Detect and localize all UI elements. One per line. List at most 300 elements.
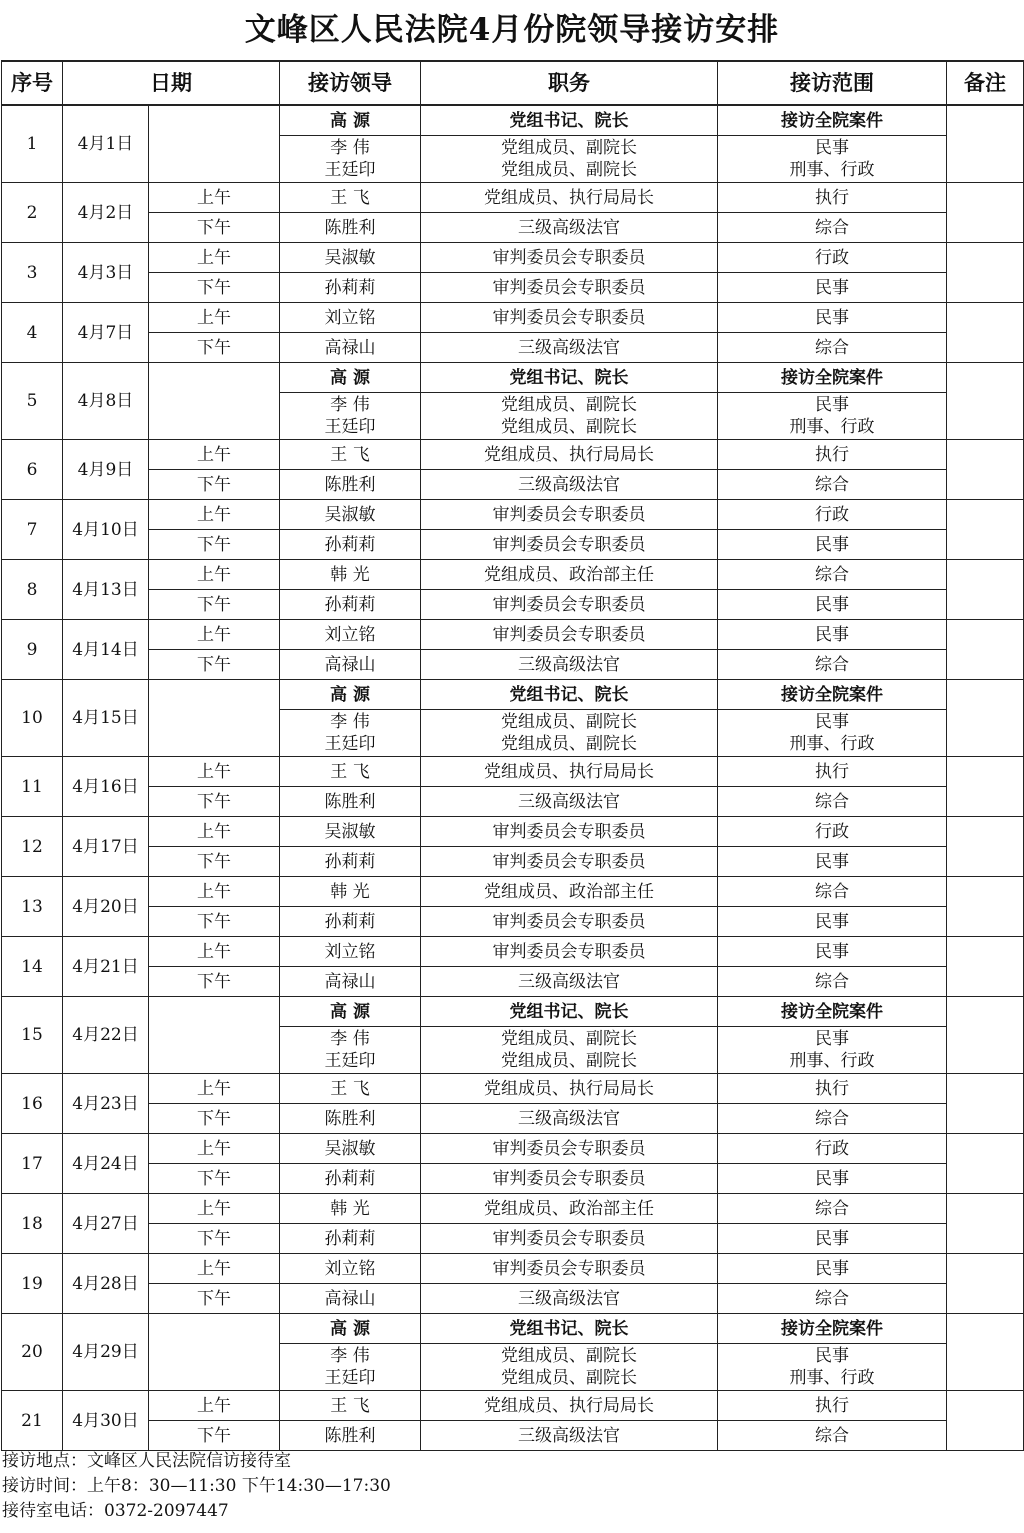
seq-cell: 16 bbox=[2, 1074, 63, 1134]
position-cell: 党组成员、政治部主任 bbox=[421, 1194, 718, 1224]
scope-cell: 综合 bbox=[718, 1421, 947, 1451]
table-row bbox=[2, 1194, 1024, 1224]
remark-cell bbox=[947, 500, 1024, 560]
remark-cell bbox=[947, 363, 1024, 440]
leader-cell: 刘立铭 bbox=[280, 1254, 421, 1284]
table-row bbox=[2, 757, 1024, 787]
remark-cell bbox=[947, 1391, 1024, 1451]
table-row bbox=[2, 1254, 1024, 1284]
seq-cell: 20 bbox=[2, 1314, 63, 1391]
position-cell: 三级高级法官 bbox=[421, 650, 718, 680]
date-cell: 4月7日 bbox=[63, 303, 149, 363]
table-row bbox=[2, 243, 1024, 273]
scope-text: 民事 bbox=[815, 1029, 849, 1049]
remark-cell bbox=[947, 1194, 1024, 1254]
table-row bbox=[2, 213, 1024, 243]
scope-text: 民事 bbox=[815, 395, 849, 415]
position-cell: 党组书记、院长 bbox=[421, 363, 718, 393]
leader-cell: 王 飞 bbox=[280, 757, 421, 787]
seq-cell: 11 bbox=[2, 757, 63, 817]
scope-cell: 接访全院案件 bbox=[718, 363, 947, 393]
position-cell: 三级高级法官 bbox=[421, 967, 718, 997]
leader-cell: 孙莉莉 bbox=[280, 907, 421, 937]
seq-cell: 3 bbox=[2, 243, 63, 303]
leader-cell: 吴淑敏 bbox=[280, 500, 421, 530]
leader-cell: 陈胜利 bbox=[280, 470, 421, 500]
scope-cell: 综合 bbox=[718, 213, 947, 243]
leader-cell: 高 源 bbox=[280, 1314, 421, 1344]
period-cell: 下午 bbox=[149, 650, 280, 680]
table-row bbox=[2, 1284, 1024, 1314]
table-row bbox=[2, 590, 1024, 620]
leader-text: 李 伟 bbox=[330, 395, 370, 415]
scope-cell: 民事 bbox=[718, 1224, 947, 1254]
header-leader: 接访领导 bbox=[280, 61, 421, 105]
date-cell: 4月22日 bbox=[63, 997, 149, 1074]
seq-cell: 5 bbox=[2, 363, 63, 440]
remark-cell bbox=[947, 243, 1024, 303]
table-row bbox=[2, 680, 1024, 710]
date-cell: 4月9日 bbox=[63, 440, 149, 500]
table-row bbox=[2, 105, 1024, 136]
table-row bbox=[2, 1391, 1024, 1421]
date-cell: 4月2日 bbox=[63, 183, 149, 243]
position-cell: 三级高级法官 bbox=[421, 213, 718, 243]
scope-cell: 民事 bbox=[718, 273, 947, 303]
scope-cell: 民事 bbox=[718, 590, 947, 620]
remark-cell bbox=[947, 183, 1024, 243]
period-cell: 下午 bbox=[149, 213, 280, 243]
position-cell: 三级高级法官 bbox=[421, 1284, 718, 1314]
remark-cell bbox=[947, 877, 1024, 937]
leader-cell-pair bbox=[280, 136, 421, 183]
leader-text: 李 伟 bbox=[330, 712, 370, 732]
table-row bbox=[2, 273, 1024, 303]
position-cell: 审判委员会专职委员 bbox=[421, 907, 718, 937]
remark-cell bbox=[947, 1074, 1024, 1134]
period-cell: 下午 bbox=[149, 530, 280, 560]
position-cell: 审判委员会专职委员 bbox=[421, 303, 718, 333]
period-cell: 下午 bbox=[149, 967, 280, 997]
leader-cell: 高禄山 bbox=[280, 650, 421, 680]
period-cell: 上午 bbox=[149, 1134, 280, 1164]
scope-text: 刑事、行政 bbox=[789, 417, 875, 437]
period-cell: 下午 bbox=[149, 1421, 280, 1451]
position-cell-pair bbox=[421, 1344, 718, 1391]
scope-cell: 综合 bbox=[718, 787, 947, 817]
seq-cell: 19 bbox=[2, 1254, 63, 1314]
period-cell: 下午 bbox=[149, 1164, 280, 1194]
position-text: 党组成员、副院长 bbox=[501, 1029, 637, 1049]
period-cell: 下午 bbox=[149, 847, 280, 877]
scope-text: 民事 bbox=[815, 712, 849, 732]
footer-phone: 接待室电话：0372-2097447 bbox=[2, 1501, 229, 1521]
header-row bbox=[2, 61, 1024, 105]
leader-cell-pair bbox=[280, 1027, 421, 1074]
table-row bbox=[2, 333, 1024, 363]
period-cell: 下午 bbox=[149, 273, 280, 303]
position-text: 党组成员、副院长 bbox=[501, 138, 637, 158]
scope-cell: 接访全院案件 bbox=[718, 997, 947, 1027]
date-cell: 4月27日 bbox=[63, 1194, 149, 1254]
table-row bbox=[2, 1421, 1024, 1451]
remark-cell bbox=[947, 757, 1024, 817]
period-cell: 上午 bbox=[149, 1391, 280, 1421]
period-cell: 上午 bbox=[149, 757, 280, 787]
date-cell: 4月24日 bbox=[63, 1134, 149, 1194]
leader-cell: 王 飞 bbox=[280, 1074, 421, 1104]
table-row bbox=[2, 620, 1024, 650]
position-text: 党组成员、副院长 bbox=[501, 160, 637, 180]
period-cell: 上午 bbox=[149, 937, 280, 967]
remark-cell bbox=[947, 680, 1024, 757]
table-row bbox=[2, 937, 1024, 967]
leader-text: 李 伟 bbox=[330, 138, 370, 158]
leader-cell: 吴淑敏 bbox=[280, 817, 421, 847]
seq-cell: 14 bbox=[2, 937, 63, 997]
position-cell: 党组书记、院长 bbox=[421, 680, 718, 710]
scope-cell: 综合 bbox=[718, 967, 947, 997]
date-cell: 4月29日 bbox=[63, 1314, 149, 1391]
leader-cell: 陈胜利 bbox=[280, 1104, 421, 1134]
position-cell: 党组书记、院长 bbox=[421, 105, 718, 136]
leader-cell: 孙莉莉 bbox=[280, 530, 421, 560]
scope-cell: 执行 bbox=[718, 183, 947, 213]
seq-cell: 12 bbox=[2, 817, 63, 877]
scope-text: 民事 bbox=[815, 1346, 849, 1366]
scope-cell-pair bbox=[718, 136, 947, 183]
table-row bbox=[2, 817, 1024, 847]
position-cell: 党组成员、执行局局长 bbox=[421, 1391, 718, 1421]
scope-cell: 民事 bbox=[718, 907, 947, 937]
seq-cell: 7 bbox=[2, 500, 63, 560]
footer-location: 接访地点：文峰区人民法院信访接待室 bbox=[2, 1451, 291, 1471]
table-row bbox=[2, 650, 1024, 680]
period-cell: 上午 bbox=[149, 183, 280, 213]
scope-text: 刑事、行政 bbox=[789, 1051, 875, 1071]
period-cell: 下午 bbox=[149, 907, 280, 937]
date-cell: 4月10日 bbox=[63, 500, 149, 560]
scope-cell: 执行 bbox=[718, 1074, 947, 1104]
seq-cell: 17 bbox=[2, 1134, 63, 1194]
position-cell: 党组书记、院长 bbox=[421, 997, 718, 1027]
position-cell: 审判委员会专职委员 bbox=[421, 620, 718, 650]
date-cell: 4月13日 bbox=[63, 560, 149, 620]
leader-text: 王廷印 bbox=[324, 1051, 376, 1071]
table-row bbox=[2, 1104, 1024, 1134]
position-cell-pair bbox=[421, 1027, 718, 1074]
scope-cell: 综合 bbox=[718, 470, 947, 500]
leader-cell-pair bbox=[280, 710, 421, 757]
leader-text: 李 伟 bbox=[330, 1029, 370, 1049]
period-cell: 下午 bbox=[149, 590, 280, 620]
scope-cell: 执行 bbox=[718, 1391, 947, 1421]
table-row bbox=[2, 303, 1024, 333]
seq-cell: 9 bbox=[2, 620, 63, 680]
scope-cell: 行政 bbox=[718, 817, 947, 847]
date-cell: 4月16日 bbox=[63, 757, 149, 817]
table-row bbox=[2, 787, 1024, 817]
position-cell: 三级高级法官 bbox=[421, 470, 718, 500]
leader-cell: 陈胜利 bbox=[280, 1421, 421, 1451]
scope-cell: 民事 bbox=[718, 1254, 947, 1284]
period-cell: 上午 bbox=[149, 1254, 280, 1284]
position-cell: 审判委员会专职委员 bbox=[421, 937, 718, 967]
date-cell: 4月17日 bbox=[63, 817, 149, 877]
leader-cell: 陈胜利 bbox=[280, 787, 421, 817]
period-cell: 上午 bbox=[149, 1194, 280, 1224]
remark-cell bbox=[947, 1134, 1024, 1194]
period-cell bbox=[149, 997, 280, 1074]
leader-cell: 孙莉莉 bbox=[280, 847, 421, 877]
position-cell: 党组成员、执行局局长 bbox=[421, 183, 718, 213]
table-row bbox=[2, 997, 1024, 1027]
period-cell bbox=[149, 680, 280, 757]
leader-cell: 高禄山 bbox=[280, 333, 421, 363]
period-cell: 上午 bbox=[149, 243, 280, 273]
leader-cell: 刘立铭 bbox=[280, 937, 421, 967]
date-cell: 4月20日 bbox=[63, 877, 149, 937]
seq-cell: 10 bbox=[2, 680, 63, 757]
scope-cell-pair bbox=[718, 710, 947, 757]
header-remark: 备注 bbox=[947, 61, 1024, 105]
scope-cell: 民事 bbox=[718, 530, 947, 560]
position-cell: 党组成员、执行局局长 bbox=[421, 757, 718, 787]
seq-cell: 1 bbox=[2, 105, 63, 183]
period-cell: 上午 bbox=[149, 303, 280, 333]
leader-text: 王廷印 bbox=[324, 417, 376, 437]
remark-cell bbox=[947, 937, 1024, 997]
period-cell: 上午 bbox=[149, 620, 280, 650]
table-row bbox=[2, 183, 1024, 213]
leader-text: 王廷印 bbox=[324, 734, 376, 754]
remark-cell bbox=[947, 620, 1024, 680]
table-row bbox=[2, 363, 1024, 393]
leader-cell: 刘立铭 bbox=[280, 620, 421, 650]
date-cell: 4月8日 bbox=[63, 363, 149, 440]
period-cell: 上午 bbox=[149, 500, 280, 530]
leader-cell-pair bbox=[280, 1344, 421, 1391]
scope-cell-pair bbox=[718, 1027, 947, 1074]
position-cell-pair bbox=[421, 136, 718, 183]
date-cell: 4月23日 bbox=[63, 1074, 149, 1134]
table-row bbox=[2, 1314, 1024, 1344]
period-cell: 下午 bbox=[149, 1284, 280, 1314]
position-cell: 审判委员会专职委员 bbox=[421, 1164, 718, 1194]
date-cell: 4月1日 bbox=[63, 105, 149, 183]
date-cell: 4月14日 bbox=[63, 620, 149, 680]
remark-cell bbox=[947, 303, 1024, 363]
leader-cell: 高禄山 bbox=[280, 1284, 421, 1314]
leader-text: 王廷印 bbox=[324, 160, 376, 180]
date-cell: 4月30日 bbox=[63, 1391, 149, 1451]
scope-cell: 执行 bbox=[718, 757, 947, 787]
table-row bbox=[2, 1074, 1024, 1104]
table-row bbox=[2, 1224, 1024, 1254]
seq-cell: 18 bbox=[2, 1194, 63, 1254]
remark-cell bbox=[947, 560, 1024, 620]
table-row bbox=[2, 847, 1024, 877]
scope-cell: 接访全院案件 bbox=[718, 680, 947, 710]
seq-cell: 15 bbox=[2, 997, 63, 1074]
table-row bbox=[2, 967, 1024, 997]
position-cell-pair bbox=[421, 710, 718, 757]
leader-cell: 高 源 bbox=[280, 363, 421, 393]
position-text: 党组成员、副院长 bbox=[501, 417, 637, 437]
period-cell: 上午 bbox=[149, 560, 280, 590]
seq-cell: 2 bbox=[2, 183, 63, 243]
position-cell: 审判委员会专职委员 bbox=[421, 1224, 718, 1254]
leader-cell: 吴淑敏 bbox=[280, 243, 421, 273]
leader-cell: 王 飞 bbox=[280, 1391, 421, 1421]
leader-cell: 高 源 bbox=[280, 680, 421, 710]
position-cell: 三级高级法官 bbox=[421, 1104, 718, 1134]
period-cell: 下午 bbox=[149, 1224, 280, 1254]
scope-cell: 接访全院案件 bbox=[718, 1314, 947, 1344]
table-row bbox=[2, 877, 1024, 907]
table-row bbox=[2, 1134, 1024, 1164]
footer-time: 接访时间：上午8：30—11:30 下午14:30—17:30 bbox=[2, 1476, 391, 1496]
scope-cell: 综合 bbox=[718, 1284, 947, 1314]
position-text: 党组成员、副院长 bbox=[501, 734, 637, 754]
period-cell: 上午 bbox=[149, 817, 280, 847]
position-cell: 审判委员会专职委员 bbox=[421, 500, 718, 530]
leader-cell: 孙莉莉 bbox=[280, 590, 421, 620]
position-text: 党组成员、副院长 bbox=[501, 712, 637, 732]
seq-cell: 21 bbox=[2, 1391, 63, 1451]
position-cell: 审判委员会专职委员 bbox=[421, 817, 718, 847]
position-text: 党组成员、副院长 bbox=[501, 395, 637, 415]
position-cell: 审判委员会专职委员 bbox=[421, 847, 718, 877]
leader-cell: 高 源 bbox=[280, 105, 421, 136]
remark-cell bbox=[947, 440, 1024, 500]
scope-cell: 行政 bbox=[718, 1134, 947, 1164]
leader-cell: 韩 光 bbox=[280, 877, 421, 907]
period-cell: 下午 bbox=[149, 1104, 280, 1134]
date-cell: 4月28日 bbox=[63, 1254, 149, 1314]
scope-cell: 综合 bbox=[718, 877, 947, 907]
position-text: 党组成员、副院长 bbox=[501, 1346, 637, 1366]
period-cell bbox=[149, 1314, 280, 1391]
table-row bbox=[2, 1164, 1024, 1194]
table-row bbox=[2, 560, 1024, 590]
leader-cell-pair bbox=[280, 393, 421, 440]
scope-cell: 综合 bbox=[718, 560, 947, 590]
table-row bbox=[2, 907, 1024, 937]
period-cell bbox=[149, 363, 280, 440]
table-row bbox=[2, 470, 1024, 500]
page-title: 文峰区人民法院4月份院领导接访安排 bbox=[244, 12, 780, 48]
leader-text: 李 伟 bbox=[330, 1346, 370, 1366]
scope-cell: 民事 bbox=[718, 303, 947, 333]
remark-cell bbox=[947, 1254, 1024, 1314]
table-row bbox=[2, 500, 1024, 530]
period-cell: 上午 bbox=[149, 1074, 280, 1104]
position-cell: 党组成员、政治部主任 bbox=[421, 560, 718, 590]
position-cell: 三级高级法官 bbox=[421, 1421, 718, 1451]
position-cell: 三级高级法官 bbox=[421, 787, 718, 817]
leader-cell: 刘立铭 bbox=[280, 303, 421, 333]
position-text: 党组成员、副院长 bbox=[501, 1051, 637, 1071]
period-cell: 下午 bbox=[149, 787, 280, 817]
leader-cell: 王 飞 bbox=[280, 440, 421, 470]
seq-cell: 13 bbox=[2, 877, 63, 937]
seq-cell: 8 bbox=[2, 560, 63, 620]
scope-cell: 执行 bbox=[718, 440, 947, 470]
leader-text: 王廷印 bbox=[324, 1368, 376, 1388]
scope-text: 刑事、行政 bbox=[789, 1368, 875, 1388]
position-cell: 审判委员会专职委员 bbox=[421, 243, 718, 273]
scope-text: 民事 bbox=[815, 138, 849, 158]
scope-cell: 行政 bbox=[718, 243, 947, 273]
scope-cell: 综合 bbox=[718, 333, 947, 363]
scope-text: 刑事、行政 bbox=[789, 160, 875, 180]
scope-cell: 综合 bbox=[718, 1194, 947, 1224]
position-text: 党组成员、副院长 bbox=[501, 1368, 637, 1388]
seq-cell: 4 bbox=[2, 303, 63, 363]
position-cell: 党组书记、院长 bbox=[421, 1314, 718, 1344]
remark-cell bbox=[947, 997, 1024, 1074]
period-cell: 下午 bbox=[149, 333, 280, 363]
scope-cell: 行政 bbox=[718, 500, 947, 530]
remark-cell bbox=[947, 1314, 1024, 1391]
position-cell: 审判委员会专职委员 bbox=[421, 273, 718, 303]
position-cell: 党组成员、政治部主任 bbox=[421, 877, 718, 907]
header-position: 职务 bbox=[421, 61, 718, 105]
header-date: 日期 bbox=[63, 61, 280, 105]
position-cell: 审判委员会专职委员 bbox=[421, 1134, 718, 1164]
scope-cell: 民事 bbox=[718, 1164, 947, 1194]
header-seq: 序号 bbox=[2, 61, 63, 105]
leader-cell: 王 飞 bbox=[280, 183, 421, 213]
leader-cell: 韩 光 bbox=[280, 1194, 421, 1224]
header-scope: 接访范围 bbox=[718, 61, 947, 105]
leader-cell: 高禄山 bbox=[280, 967, 421, 997]
scope-cell: 民事 bbox=[718, 847, 947, 877]
position-cell: 党组成员、执行局局长 bbox=[421, 440, 718, 470]
remark-cell bbox=[947, 817, 1024, 877]
period-cell: 下午 bbox=[149, 470, 280, 500]
period-cell: 上午 bbox=[149, 877, 280, 907]
leader-cell: 孙莉莉 bbox=[280, 273, 421, 303]
leader-cell: 韩 光 bbox=[280, 560, 421, 590]
leader-cell: 高 源 bbox=[280, 997, 421, 1027]
seq-cell: 6 bbox=[2, 440, 63, 500]
position-cell: 审判委员会专职委员 bbox=[421, 530, 718, 560]
period-cell: 上午 bbox=[149, 440, 280, 470]
date-cell: 4月3日 bbox=[63, 243, 149, 303]
schedule-body bbox=[2, 105, 1024, 1451]
schedule-table bbox=[1, 60, 1024, 1451]
position-cell-pair bbox=[421, 393, 718, 440]
scope-cell: 综合 bbox=[718, 1104, 947, 1134]
leader-cell: 孙莉莉 bbox=[280, 1224, 421, 1254]
scope-cell-pair bbox=[718, 1344, 947, 1391]
period-cell bbox=[149, 105, 280, 183]
scope-cell: 民事 bbox=[718, 620, 947, 650]
table-row bbox=[2, 440, 1024, 470]
leader-cell: 孙莉莉 bbox=[280, 1164, 421, 1194]
position-cell: 审判委员会专职委员 bbox=[421, 590, 718, 620]
position-cell: 审判委员会专职委员 bbox=[421, 1254, 718, 1284]
leader-cell: 陈胜利 bbox=[280, 213, 421, 243]
date-cell: 4月15日 bbox=[63, 680, 149, 757]
scope-cell: 综合 bbox=[718, 650, 947, 680]
scope-cell-pair bbox=[718, 393, 947, 440]
table-row bbox=[2, 530, 1024, 560]
position-cell: 党组成员、执行局局长 bbox=[421, 1074, 718, 1104]
date-cell: 4月21日 bbox=[63, 937, 149, 997]
